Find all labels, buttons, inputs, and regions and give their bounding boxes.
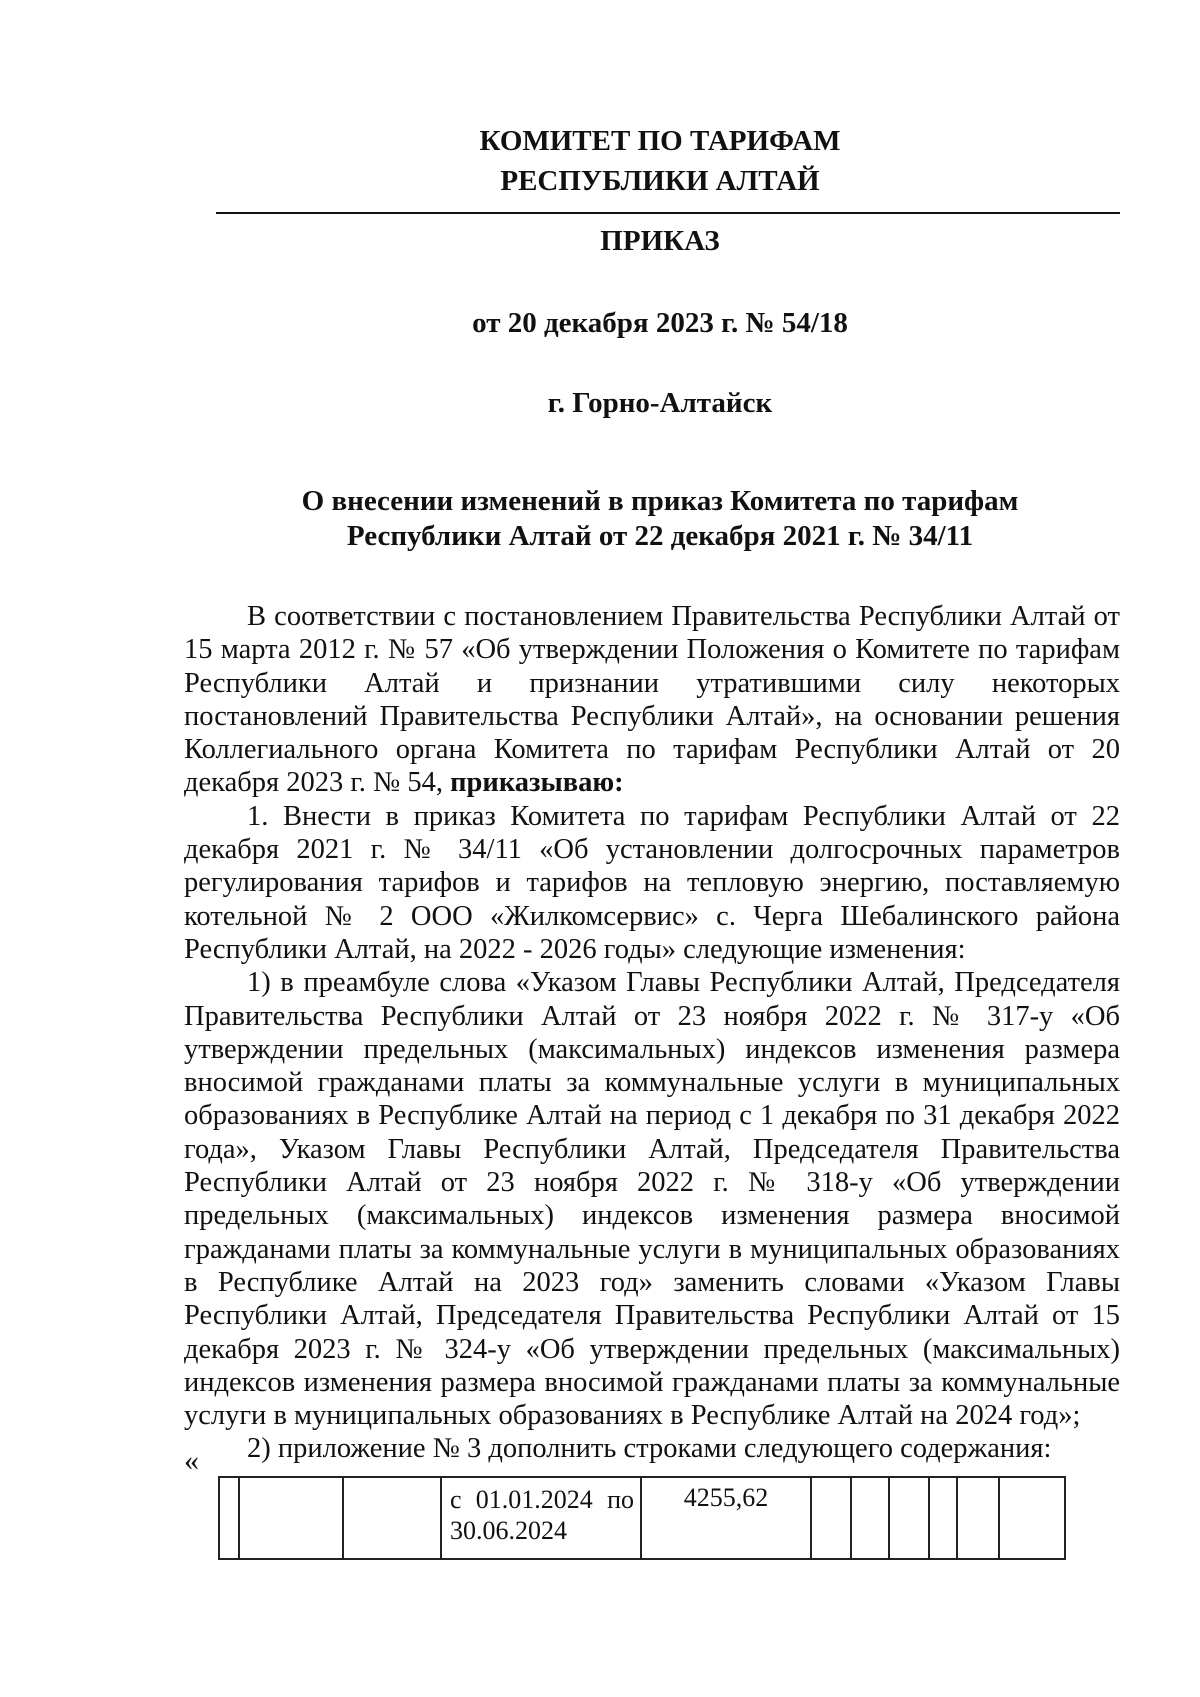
table-cell-empty: [929, 1477, 957, 1559]
subitem-2-paragraph: 2) приложение № 3 дополнить строками следующего содержания:: [247, 1433, 1052, 1465]
doc-body: [184, 600, 1120, 1466]
doc-title-line2: Республики Алтай от 22 декабря 2021 г. № 34/11: [346, 520, 974, 552]
table-cell-tariff-value: 4255,62: [641, 1477, 811, 1559]
appendix-table: [218, 1476, 1066, 1560]
doc-title-line1: О внесении изменений в приказ Комитета по тарифам: [301, 485, 1019, 517]
table-cell-empty: [889, 1477, 929, 1559]
table-cell-empty: [811, 1477, 851, 1559]
table-cell-period: с 01.01.2024 по 30.06.2024: [441, 1477, 641, 1559]
table-cell-empty: [957, 1477, 999, 1559]
preamble-text: В соответствии с постановлением Правительства Республики Алтай от 15 марта 2012 г. № 57 «Об утверждении Положения о Комитете по тарифам Республики Алтай и признании утратившими силу некоторых постановлений Правительства Республики Алтай», на основании решения Коллегиального органа Комитета по тарифам Республики Алтай от 20 декабря 2023 г. № 54,: [184, 601, 1120, 799]
doc-type: ПРИКАЗ: [600, 225, 720, 257]
preamble-order-word: приказываю:: [450, 767, 624, 799]
preamble-paragraph: [184, 600, 1120, 800]
table-cell-empty: [343, 1477, 441, 1559]
doc-title: [200, 484, 1120, 554]
table-row: [219, 1477, 1065, 1559]
header-divider: [216, 212, 1120, 214]
open-quote-mark: «: [184, 1444, 199, 1477]
doc-date-number: от 20 декабря 2023 г. № 54/18: [472, 307, 848, 339]
org-name-line2: РЕСПУБЛИКИ АЛТАЙ: [500, 165, 820, 197]
org-name-line1: КОМИТЕТ ПО ТАРИФАМ: [479, 125, 841, 157]
table-cell-empty: [219, 1477, 239, 1559]
doc-city: г. Горно-Алтайск: [547, 387, 773, 419]
item-1-paragraph: 1. Внести в приказ Комитета по тарифам Республики Алтай от 22 декабря 2021 г. № 34/11 «Об установлении долгосрочных параметров регулирования тарифов и тарифов на тепловую энергию, поставляемую котельной № 2 ООО «Жилкомсервис» с. Черга Шебалинского района Республики Алтай, на 2022 - 2026 годы» следующие изменения:: [184, 800, 1120, 965]
table-cell-empty: [999, 1477, 1065, 1559]
table-cell-empty: [239, 1477, 343, 1559]
subitem-1-paragraph: 1) в преамбуле слова «Указом Главы Республики Алтай, Председателя Правительства Республики Алтай от 23 ноября 2022 г. № 317-у «Об утверждении предельных (максимальных) индексов изменения размера вносимой гражданами платы за коммунальные услуги в муниципальных образованиях в Республике Алтай на период с 1 декабря по 31 декабря 2022 года», Указом Главы Республики Алтай, Председателя Правительства Республики Алтай от 23 ноября 2022 г. № 318-у «Об утверждении предельных (максимальных) индексов изменения размера вносимой гражданами платы за коммунальные услуги в муниципальных образованиях в Республике Алтай на 2023 год» заменить словами «Указом Главы Республики Алтай, Председателя Правительства Республики Алтай от 15 декабря 2023 г. № 324-у «Об утверждении предельных (максимальных) индексов изменения размера вносимой гражданами платы за коммунальные услуги в муниципальных образованиях в Республике Алтай на 2024 год»;: [184, 967, 1120, 1432]
table-cell-empty: [851, 1477, 889, 1559]
